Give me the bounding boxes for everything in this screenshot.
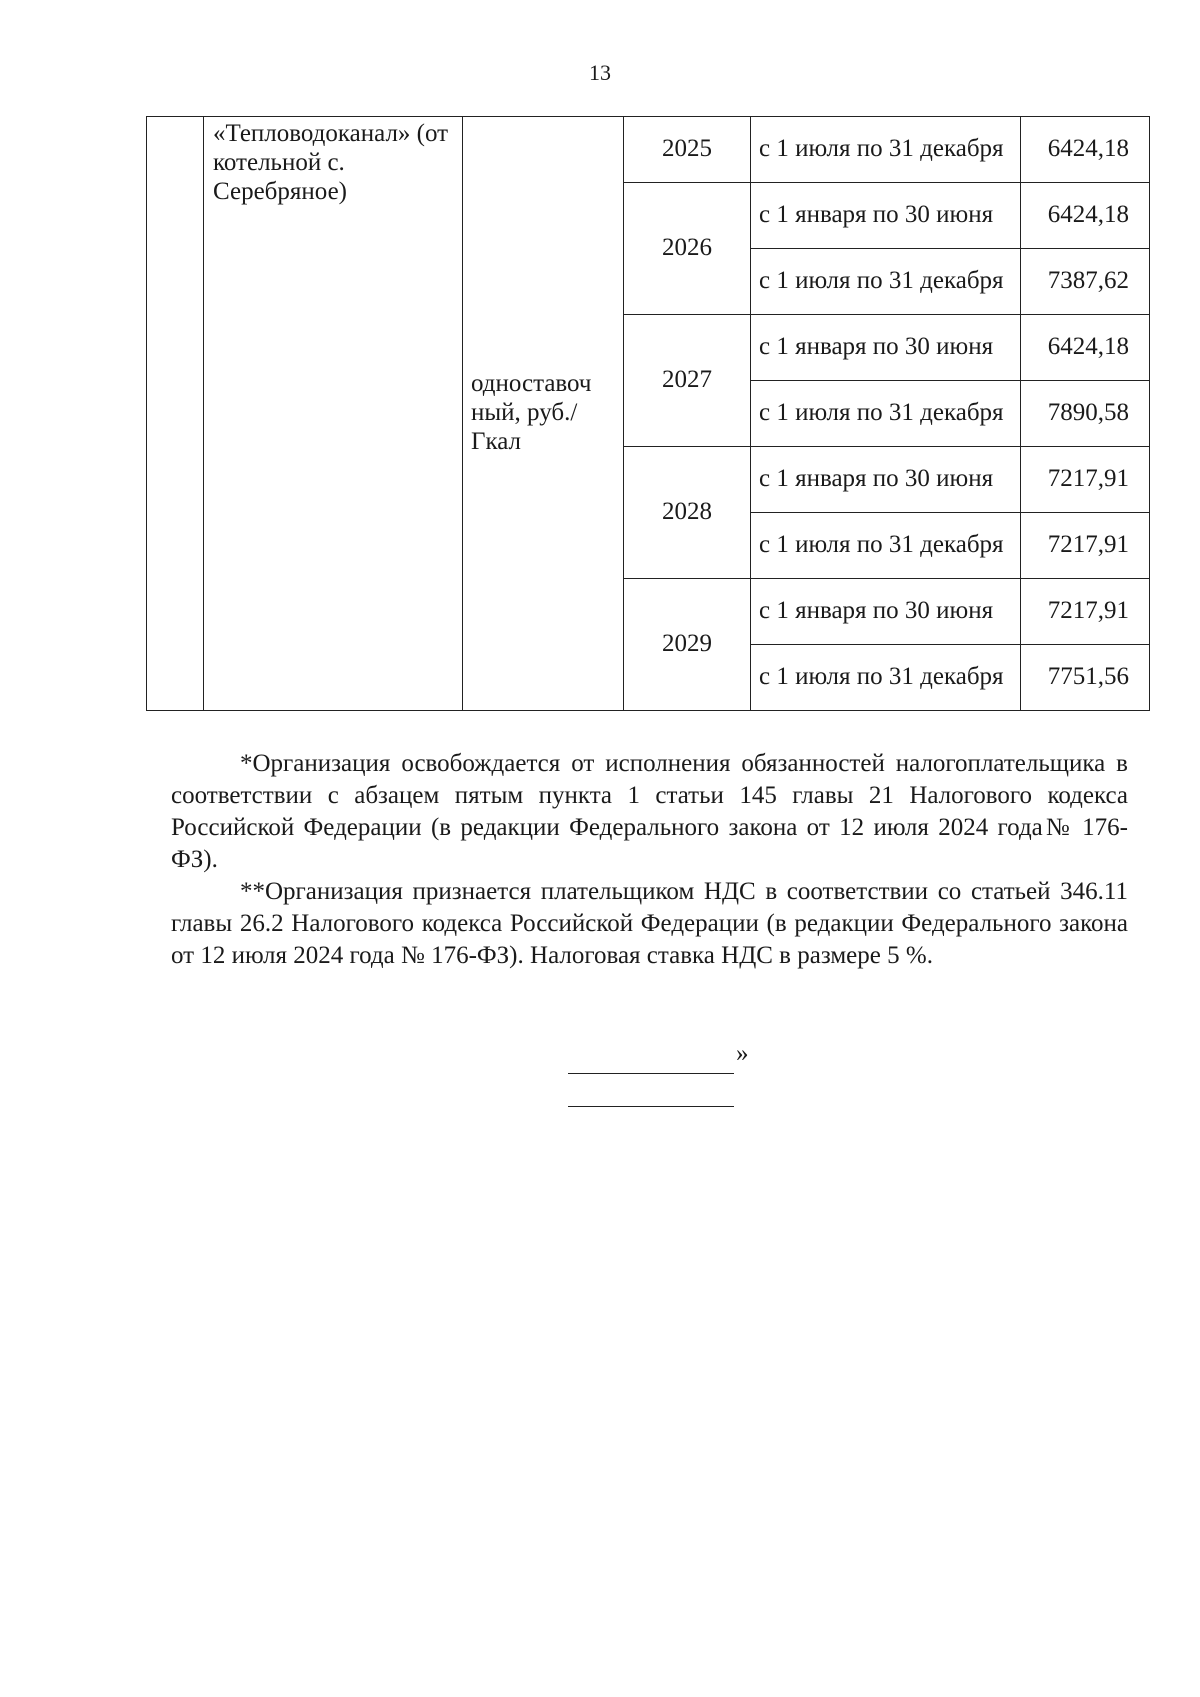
year-cell: 2026: [624, 183, 751, 315]
period-cell: с 1 июля по 31 декабря: [751, 381, 1021, 447]
tariff-value-cell: 6424,18: [1021, 315, 1150, 381]
unit-cell: одноставоч ный, руб./Гкал: [463, 117, 624, 711]
tariff-value-cell: 7217,91: [1021, 513, 1150, 579]
year-cell: 2029: [624, 579, 751, 711]
tariff-table: [146, 116, 1150, 711]
vat-payer-note: **Организация признается плательщиком НДС в соответствии со статьей 346.11 главы 26.2 Налогового кодекса Российской Федерации (в редакции Федерального закона от 12 июля 2024 года № 176-ФЗ). Налоговая ставка НДС в размере 5 %.: [171, 878, 1128, 969]
year-cell: 2025: [624, 117, 751, 183]
tariff-value-cell: 7387,62: [1021, 249, 1150, 315]
separator-line: [568, 1106, 734, 1107]
period-cell: с 1 января по 30 июня: [751, 447, 1021, 513]
tariff-value-cell: 6424,18: [1021, 117, 1150, 183]
period-cell: с 1 июля по 31 декабря: [751, 513, 1021, 579]
row-number-cell: [147, 117, 204, 711]
period-cell: с 1 января по 30 июня: [751, 315, 1021, 381]
closing-quote: »: [736, 1040, 749, 1067]
tax-exemption-note: *Организация освобождается от исполнения обязанностей налогоплательщика в соответствии с абзацем пятым пункта 1 статьи 145 главы 21 Налогового кодекса Российской Федерации (в редакции Федерального закона от 12 июля 2024 года№ 176-ФЗ).: [171, 750, 1128, 873]
period-cell: с 1 января по 30 июня: [751, 183, 1021, 249]
table-row: [147, 117, 1150, 183]
separator-line: [568, 1073, 734, 1074]
tariff-value-cell: 7890,58: [1021, 381, 1150, 447]
year-cell: 2027: [624, 315, 751, 447]
page-number: 13: [589, 60, 611, 85]
organization-cell: «Тепловодоканал» (от котельной с. Серебряное): [204, 117, 463, 711]
year-cell: 2028: [624, 447, 751, 579]
period-cell: с 1 января по 30 июня: [751, 579, 1021, 645]
period-cell: с 1 июля по 31 декабря: [751, 117, 1021, 183]
period-cell: с 1 июля по 31 декабря: [751, 645, 1021, 711]
tariff-value-cell: 7217,91: [1021, 579, 1150, 645]
tariff-value-cell: 7217,91: [1021, 447, 1150, 513]
period-cell: с 1 июля по 31 декабря: [751, 249, 1021, 315]
tariff-value-cell: 6424,18: [1021, 183, 1150, 249]
tariff-value-cell: 7751,56: [1021, 645, 1150, 711]
